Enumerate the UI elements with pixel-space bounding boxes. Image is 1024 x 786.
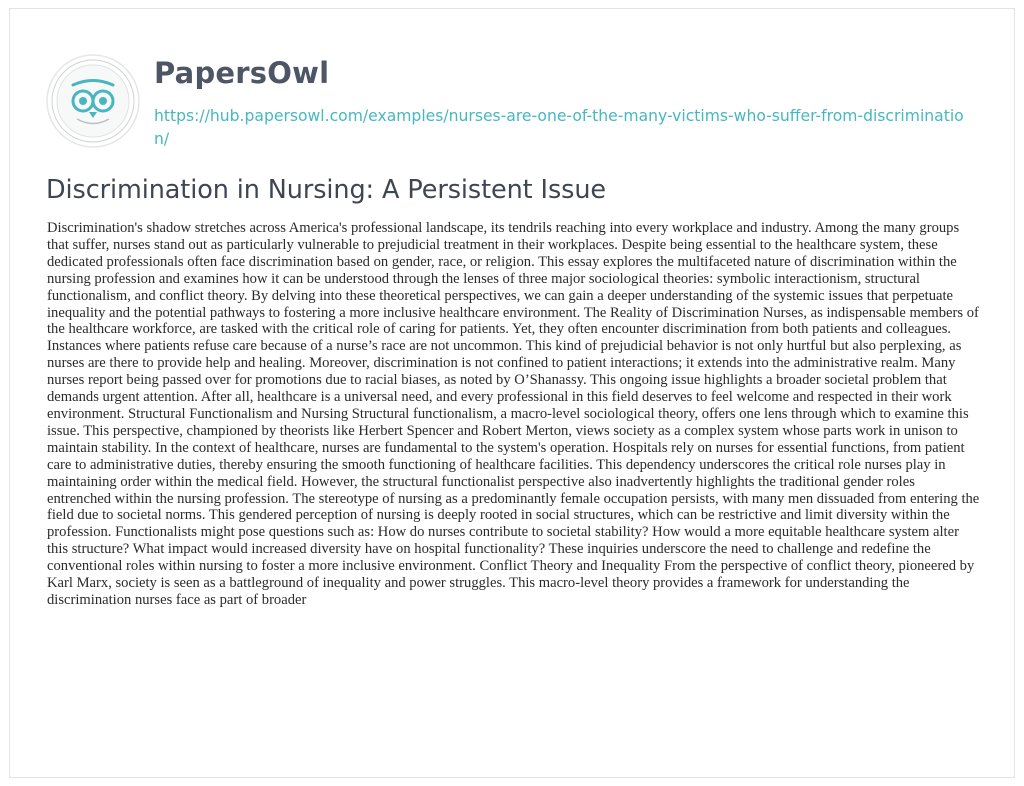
source-url-link[interactable]: https://hub.papersowl.com/examples/nurses-are-one-of-the-many-victims-who-suffer-from-discrimination/ — [154, 107, 964, 148]
site-header — [44, 36, 984, 156]
essay-body-text: Discrimination's shadow stretches across America's professional landscape, its tendrils reaching into every workplace and industry. Among the many groups that suffer, nurses stand out as particularly vulnerable to prejudicial treatment in their workplaces. Despite being essential to the healthcare system, these dedicated professionals often face discrimination based on gender, race, or religion. This essay explores the multifaceted nature of discrimination within the nursing profession and examines how it can be understood through the lenses of three major sociological theories: symbolic interactionism, structural functionalism, and conflict theory. By delving into these theoretical perspectives, we can gain a deeper understanding of the systemic issues that perpetuate inequality and the potential pathways to fostering a more inclusive healthcare environment. The Reality of Discrimination Nurses, as indispensable members of the healthcare workforce, are tasked with the critical role of caring for patients. Yet, they often encounter discrimination from both patients and colleagues. Instances where patients refuse care because of a nurse’s race are not uncommon. This kind of prejudicial behavior is not only hurtful but also perplexing, as nurses are there to provide help and healing. Moreover, discrimination is not confined to patient interactions; it extends into the administrative realm. Many nurses report being passed over for promotions due to racial biases, as noted by O’Shanassy. This ongoing issue highlights a broader societal problem that demands urgent attention. After all, healthcare is a universal need, and every professional in this field deserves to feel welcome and respected in their work environment. Structural Functionalism and Nursing Structural functionalism, a macro-level sociological theory, offers one lens through which to examine this issue. This perspective, championed by theorists like Herbert Spencer and Robert Merton, views society as a complex system whose parts work in unison to maintain stability. In the context of healthcare, nurses are fundamental to the system's operation. Hospitals rely on nurses for essential functions, from patient care to administrative duties, thereby ensuring the smooth functioning of healthcare facilities. This dependency underscores the critical role nurses play in maintaining order within the medical field. However, the structural functionalist perspective also inadvertently highlights the traditional gender roles entrenched within the nursing profession. The stereotype of nursing as a predominantly female occupation persists, with many men dissuaded from entering the field due to societal norms. This gendered perception of nursing is deeply rooted in social structures, which can be restrictive and limit diversity within the profession. Functionalists might pose questions such as: How do nurses contribute to societal stability? How would a more equitable healthcare system alter this structure? What impact would increased diversity have on hospital functionality? These inquiries underscore the need to challenge and redefine the conventional roles within nursing to foster a more inclusive environment. Conflict Theory and Inequality From the perspective of conflict theory, pioneered by Karl Marx, society is seen as a battleground of inequality and power struggles. This macro-level theory provides a framework for understanding the discrimination nurses face as part of broader — [47, 220, 980, 608]
brand-name[interactable]: PapersOwl — [154, 56, 330, 90]
page-title: Discrimination in Nursing: A Persistent Issue — [46, 175, 606, 205]
owl-logo-icon — [44, 52, 142, 150]
